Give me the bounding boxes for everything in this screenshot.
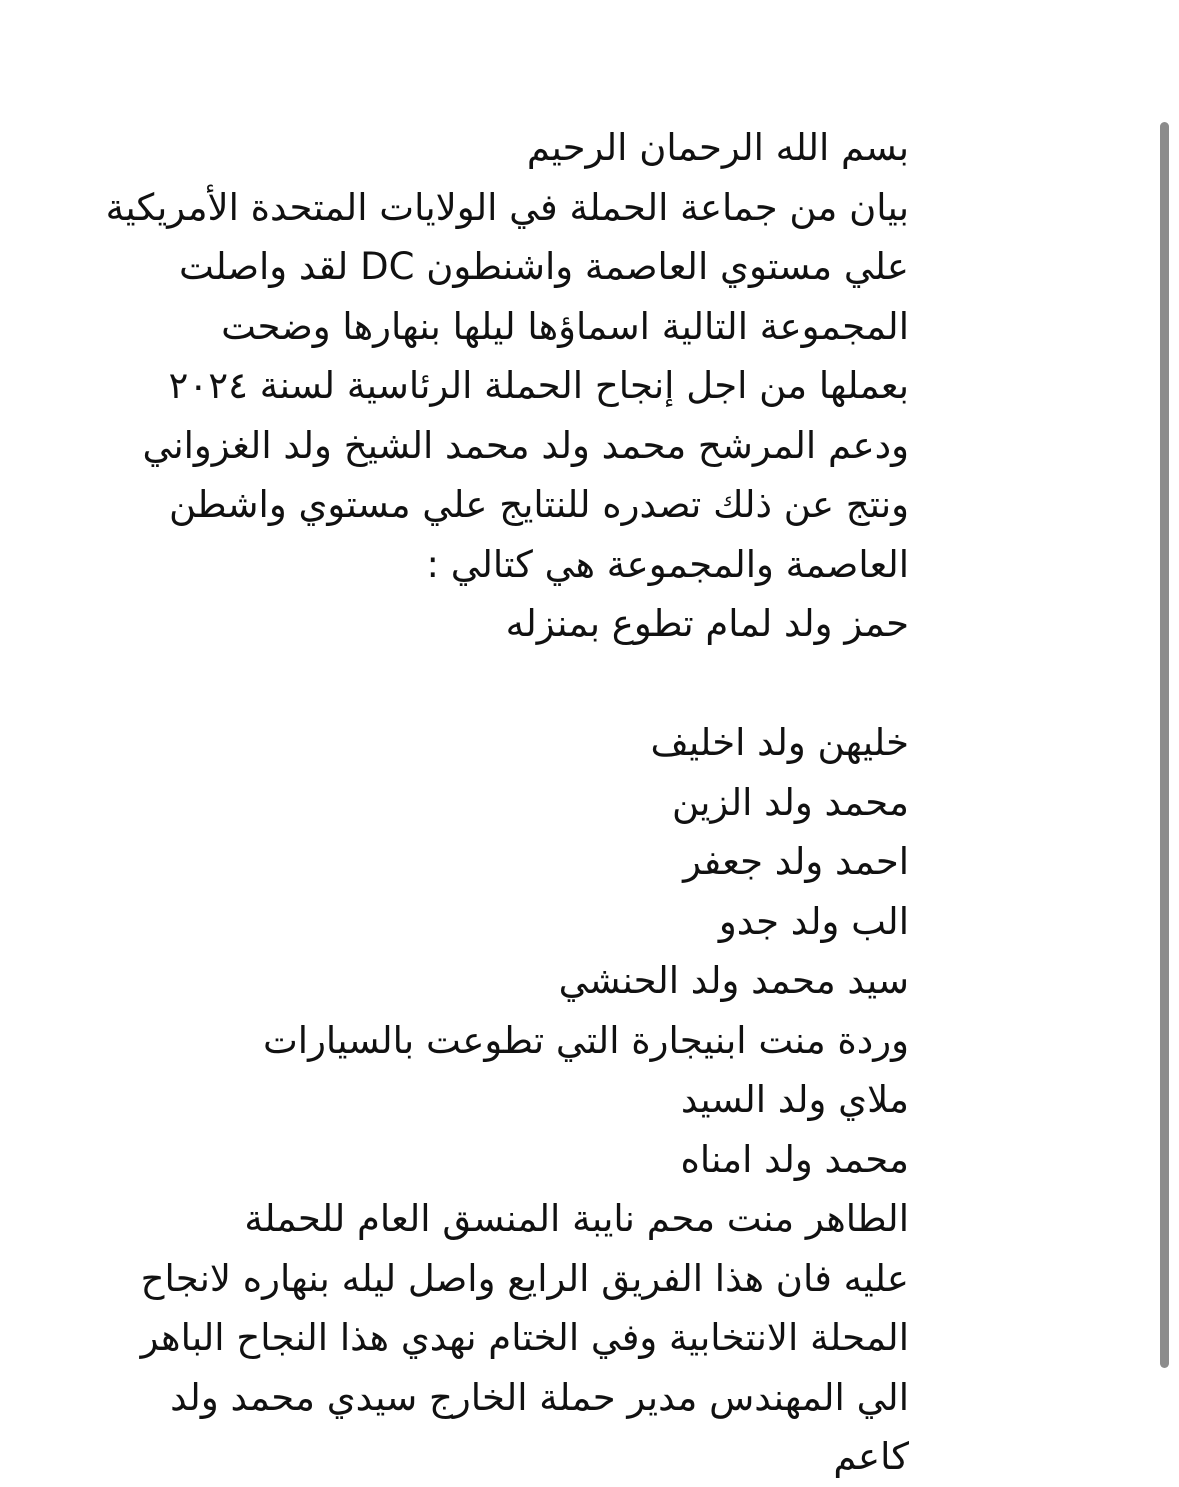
- text-line: العاصمة والمجموعة هي كتالي :: [426, 542, 909, 586]
- name-list-item: الطاهر منت محم نايبة المنسق العام للحملة: [244, 1197, 909, 1240]
- text-line-basmala: بسم الله الرحمان الرحيم: [526, 126, 909, 169]
- vertical-scrollbar[interactable]: [1160, 122, 1169, 1368]
- name-list-item: خليهن ولد اخليف: [650, 721, 909, 764]
- name-list-item: الب ولد جدو: [718, 899, 909, 943]
- name-list-item: محمد ولد امناه: [680, 1137, 909, 1181]
- name-list-item: محمد ولد الزين: [671, 780, 909, 824]
- text-line: بيان من جماعة الحملة في الولايات المتحدة الأمريكية: [105, 185, 909, 229]
- text-line: بعملها من اجل إنجاح الحملة الرئاسية لسنة ٢٠٢٤: [168, 364, 909, 407]
- text-line: المحلة الانتخابية وفي الختام نهدي هذا النجاح الباهر: [140, 1316, 909, 1359]
- name-list-item: احمد ولد جعفر: [683, 840, 909, 883]
- text-line: عليه فان هذا الفريق الرايع واصل ليله بنهاره لانجاح: [140, 1256, 909, 1300]
- name-list-item: وردة منت ابنيجارة التي تطوعت بالسيارات: [262, 1018, 909, 1062]
- statement-text: [105, 118, 909, 1487]
- name-list-item: ملاي ولد السيد: [680, 1078, 909, 1121]
- blank-line: [109, 654, 909, 714]
- text-line: علي مستوي العاصمة واشنطون DC لقد واصلت: [179, 245, 909, 288]
- scrollbar-thumb[interactable]: [1160, 122, 1169, 1368]
- text-line: ونتج عن ذلك تصدره للنتايج علي مستوي واشطن: [169, 483, 909, 526]
- text-line: ودعم المرشح محمد ولد محمد الشيخ ولد الغزواني: [142, 423, 909, 467]
- name-list-item: سيد محمد ولد الحنشي: [558, 959, 909, 1002]
- text-line: الي المهندس مدير حملة الخارج سيدي محمد ولد: [170, 1375, 909, 1419]
- text-line: كاعم: [833, 1435, 909, 1478]
- text-line: حمز ولد لمام تطوع بمنزله: [505, 602, 909, 645]
- text-line: المجموعة التالية اسماؤها ليلها بنهارها وضحت: [221, 304, 909, 348]
